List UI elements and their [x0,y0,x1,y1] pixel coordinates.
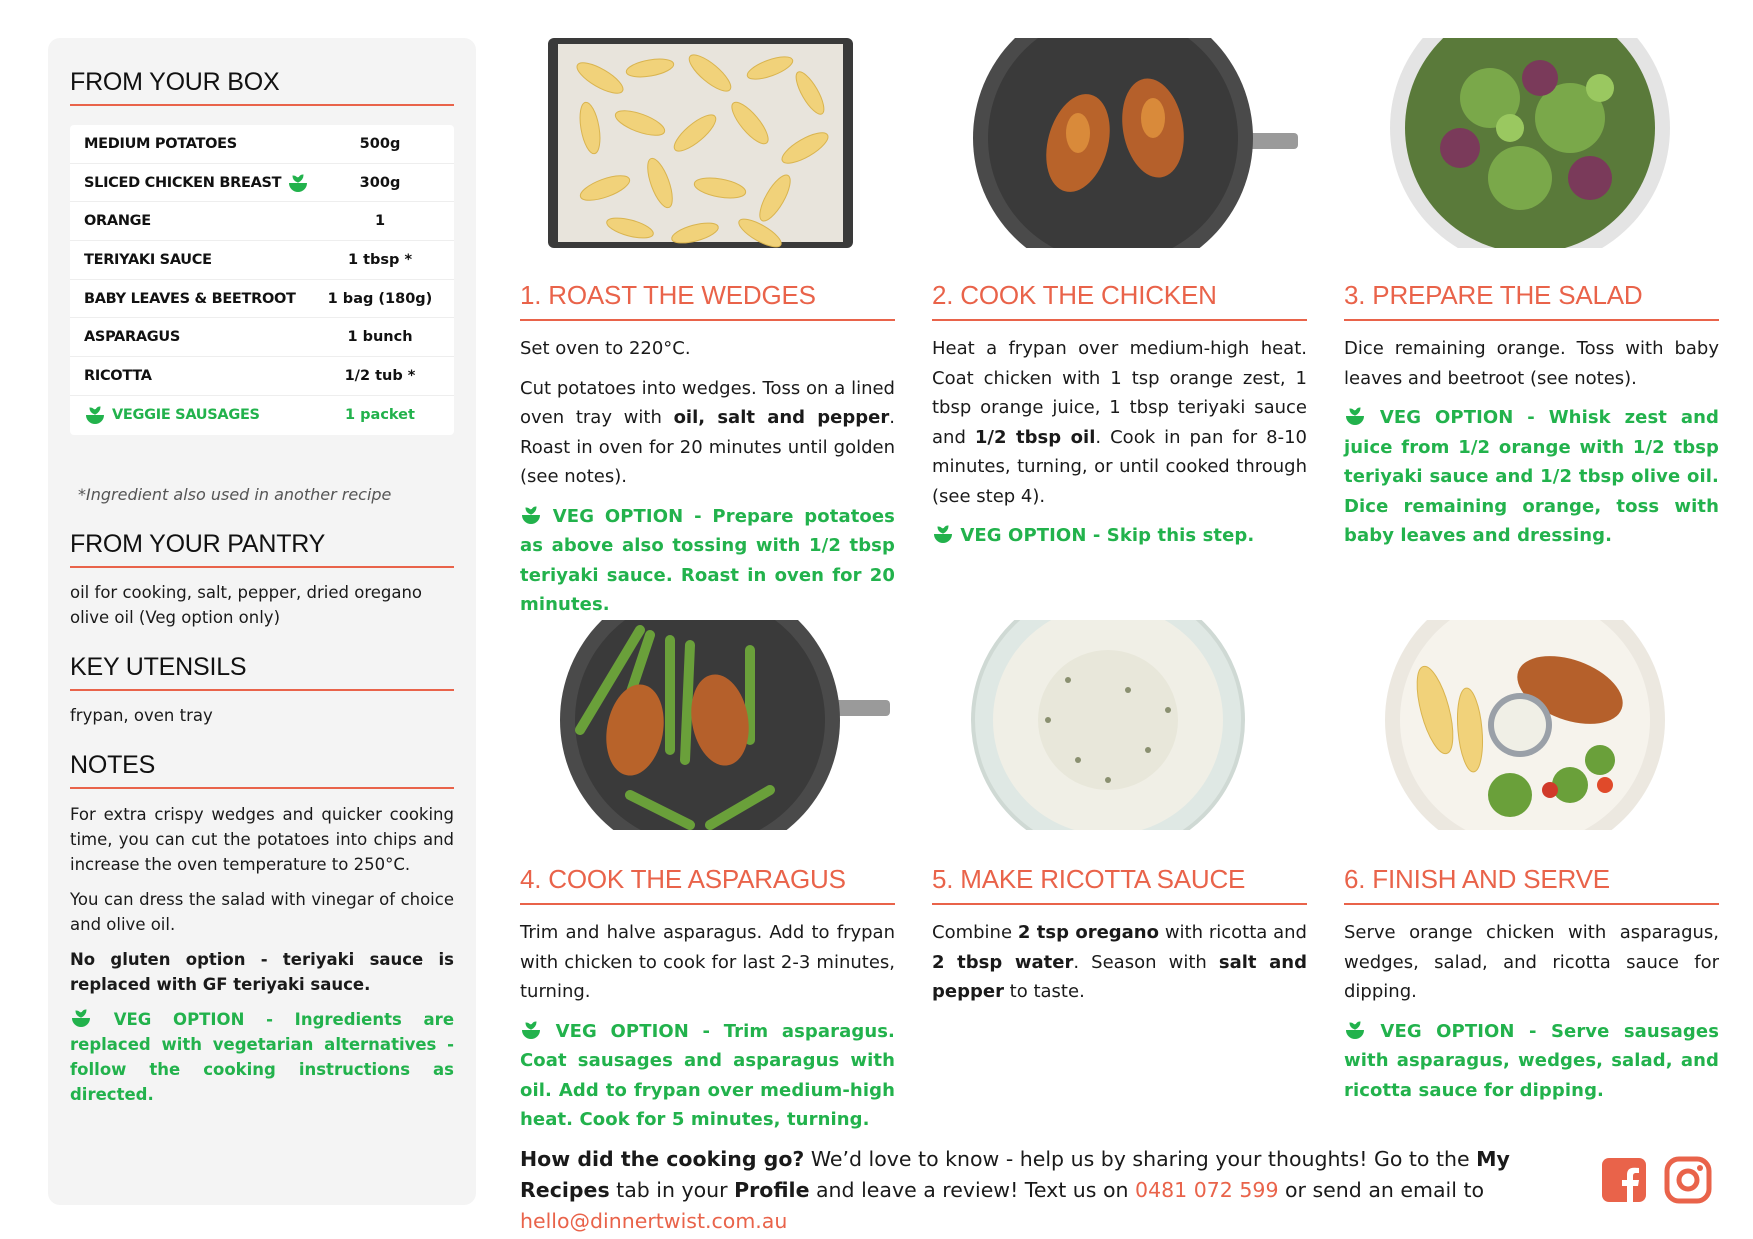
ingredient-qty: 1 [374,213,386,230]
facebook-icon[interactable] [1600,1156,1648,1204]
ingredient-qty: 1 packet [345,407,415,424]
veg-leaf-icon [1344,1020,1366,1040]
my-recipes-link[interactable]: My Recipes [520,1147,1510,1202]
step-text: Trim and halve asparagus. Add to frypan with chicken to cook for last 2-3 minutes, turning. [520,922,895,1002]
ingredient-name: TERIYAKI SAUCE [84,251,212,268]
ingredient-name: ORANGE [84,213,151,230]
feedback-footer: How did the cooking go? We’d love to know - help us by sharing your thoughts! Go to the My Recipes tab in your Profile and leave a review! Text us on 0481 072 599 or send an email to hello@dinnertwist.com.au [520,1147,1510,1233]
ingredient-table [70,125,454,435]
ingredient-name: MEDIUM POTATOES [84,135,237,152]
veg-option-text: VEG OPTION - Trim asparagus. Coat sausages and asparagus with oil. Add to frypan over medium-high heat. Cook for 5 minutes, turning. [520,1020,895,1130]
ingredient-qty: 1 bag (180g) [327,290,433,307]
step-text: Heat a frypan over medium-high heat. Coat chicken with 1 tsp orange zest, 1 tbsp orange juice, 1 tbsp teriyaki sauce and 1/2 tbsp oil. Cook in pan for 8-10 minutes, turning, or until cooked through (see step 4). [932,338,1307,507]
step-1-body [520,334,895,630]
ingredient-qty: 1/2 tub * [344,367,416,384]
step-3-title: 3. PREPARE THE SALAD [1344,280,1719,321]
step-1-photo [520,38,895,248]
notes-body [70,802,454,1117]
feedback-question: How did the cooking go? [520,1147,805,1171]
step-3-body [1344,334,1719,561]
step-2-photo [928,38,1303,248]
step-text: Combine 2 tsp oregano with ricotta and 2 tbsp water. Season with salt and pepper to taste. [932,922,1307,1002]
step-text: Serve orange chicken with asparagus, wedges, salad, and ricotta sauce for dipping. [1344,922,1719,1002]
profile-link[interactable]: Profile [734,1178,810,1202]
ingredient-name: BABY LEAVES & BEETROOT [84,290,296,307]
veg-leaf-icon [84,405,106,425]
utensils-list: frypan, oven tray [70,706,213,725]
ingredient-qty: 1 bunch [347,329,413,346]
veg-option-text: VEG OPTION - Prepare potatoes as above also tossing with 1/2 tbsp teriyaki sauce. Roast in oven for 20 minutes. [520,505,895,615]
ingredient-qty: 1 tbsp * [347,251,413,268]
ingredient-row [70,241,454,280]
ingredient-row [70,280,454,319]
ingredient-qty: 300g [359,174,401,191]
step-text: Dice remaining orange. Toss with baby leaves and beetroot (see notes). [1344,338,1719,389]
phone-link[interactable]: 0481 072 599 [1135,1178,1279,1202]
ingredient-row [70,318,454,357]
step-2-title: 2. COOK THE CHICKEN [932,280,1307,321]
pantry-title: FROM YOUR PANTRY [70,530,454,568]
ingredient-row [70,202,454,241]
ingredient-name: RICOTTA [84,367,152,384]
veg-leaf-icon [1344,406,1366,426]
veg-leaf-icon [520,505,542,525]
ingredients-panel [48,38,476,1205]
note: You can dress the salad with vinegar of choice and olive oil. [70,890,454,934]
veg-option-text: VEG OPTION - Serve sausages with asparagus, wedges, salad, and ricotta sauce for dipping. [1344,1020,1720,1101]
step-4-body [520,918,895,1145]
veg-leaf-icon [520,1020,542,1040]
step-4-photo [520,620,895,830]
veg-leaf-icon [70,1008,92,1028]
step-6-photo [1340,620,1715,830]
notes-title: NOTES [70,751,454,789]
step-4-title: 4. COOK THE ASPARAGUS [520,864,895,905]
step-1-title: 1. ROAST THE WEDGES [520,280,895,321]
veg-option-text: VEG OPTION - Skip this step. [960,525,1255,546]
veg-option-text: VEG OPTION - Whisk zest and juice from 1/2 orange with 1/2 tbsp teriyaki sauce and 1/2 tbsp olive oil. Dice remaining orange, toss with baby leaves and dressing. [1344,407,1719,546]
ingredient-qty: 500g [359,135,401,152]
utensils-title: KEY UTENSILS [70,653,454,691]
step-6-body [1344,918,1719,1115]
pantry-line: olive oil (Veg option only) [70,608,281,627]
step-6-title: 6. FINISH AND SERVE [1344,864,1719,905]
veg-note: VEG OPTION - Ingredients are replaced with vegetarian alternatives - follow the cooking instructions as directed. [70,1010,455,1104]
gluten-note: No gluten option - teriyaki sauce is replaced with GF teriyaki sauce. [70,950,454,994]
email-link[interactable]: hello@dinnertwist.com.au [520,1209,788,1233]
ingredient-name: ASPARAGUS [84,329,180,346]
box-title: FROM YOUR BOX [70,68,454,106]
step-5-body [932,918,1307,1017]
step-3-photo [1340,38,1715,248]
ingredient-note: *Ingredient also used in another recipe [78,485,392,504]
ingredient-row [70,125,454,164]
ingredient-row-veg [70,396,454,435]
pantry-list [70,580,454,630]
step-text: Cut potatoes into wedges. Toss on a lined oven tray with oil, salt and pepper. Roast in oven for 20 minutes until golden (see notes). [520,377,895,487]
veg-leaf-icon [932,524,954,544]
ingredient-name: VEGGIE SAUSAGES [112,407,260,424]
note: For extra crispy wedges and quicker cooking time, you can cut the potatoes into chips and increase the oven temperature to 250°C. [70,805,454,874]
ingredient-row [70,357,454,396]
step-text: Set oven to 220°C. [520,338,691,359]
pantry-line: oil for cooking, salt, pepper, dried oregano [70,583,423,602]
veg-swap-icon [287,173,309,193]
step-2-body [932,334,1307,561]
step-5-title: 5. MAKE RICOTTA SAUCE [932,864,1307,905]
step-5-photo [928,620,1303,830]
ingredient-row [70,164,454,203]
instagram-icon[interactable] [1664,1156,1712,1204]
ingredient-name: SLICED CHICKEN BREAST [84,174,282,191]
